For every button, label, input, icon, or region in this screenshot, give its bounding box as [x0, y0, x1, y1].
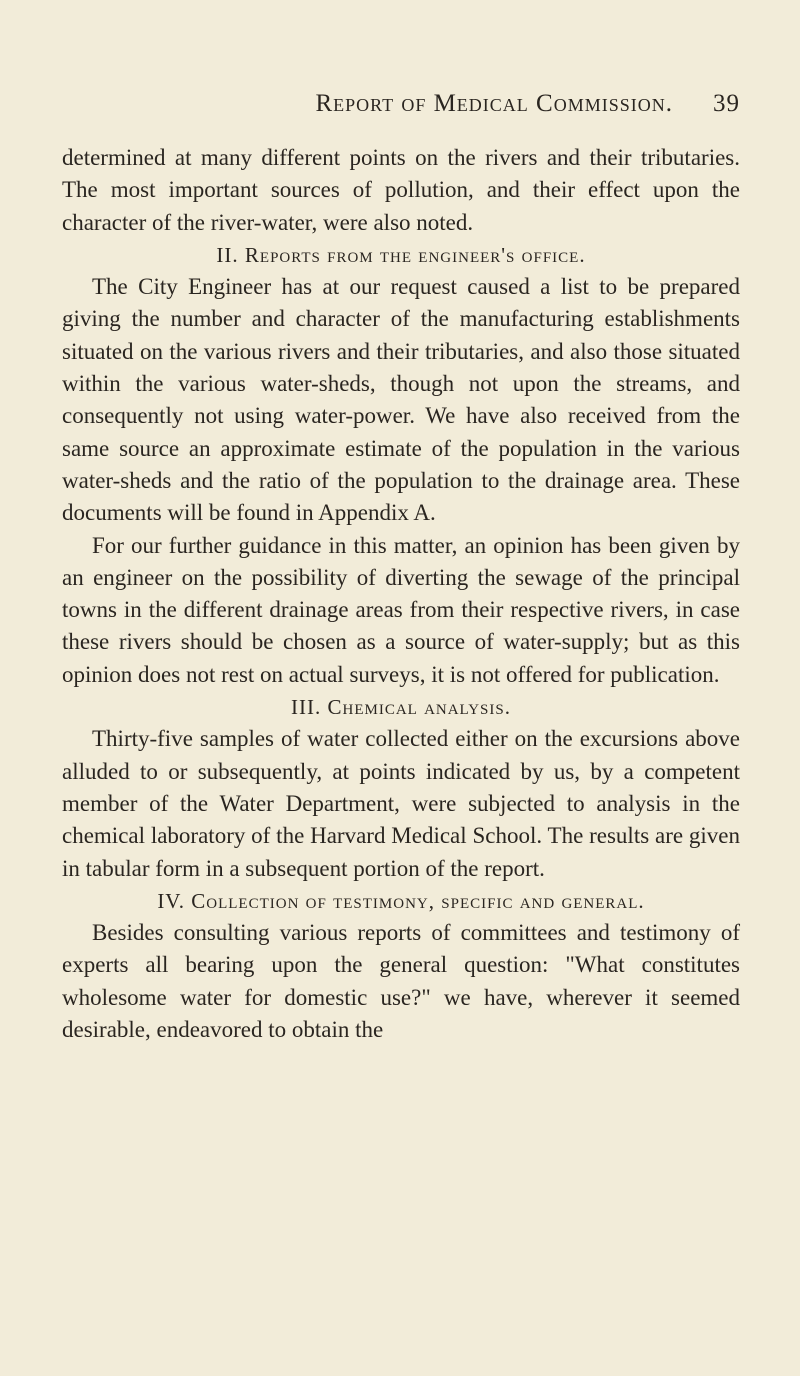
- paragraph-chemical-analysis: Thirty-five samples of water collected either on the excursions above alluded to or subsequently, at points indicated by us, by a competent member of the Water Department, were subjected to analysis in the chemical laboratory of the Harvard Medical School. The results are given in tabular form in a subsequent portion of the report.: [62, 726, 740, 881]
- paragraph-engineer-list: The City Engineer has at our request caused a list to be prepared giving the number and character of the manufacturing establishments situated on the various rivers and their tributaries, and also those situated within the various water-sheds, though not upon the streams, and consequently not using water-power. We have also received from the same source an approximate estimate of the population in the various water-sheds and the ratio of the population to the drainage area. These documents will be found in Appendix A.: [62, 274, 740, 526]
- paragraph-continuation: determined at many different points on the rivers and their tributaries. The most important sources of pollution, and their effect upon the character of the river-water, were also noted.: [62, 145, 740, 235]
- section-heading-3: III. Chemical analysis.: [291, 695, 511, 720]
- section-heading-4: IV. Collection of testimony, specific and general.: [157, 888, 645, 913]
- running-head-title: Report of Medical Commission.: [315, 90, 673, 117]
- page-number: 39: [713, 90, 740, 117]
- section-heading-2: II. Reports from the engineer's office.: [216, 242, 586, 267]
- paragraph-testimony: Besides consulting various reports of committees and testimony of experts all bearing upon the general question: "What constitutes wholesome water for domestic use?" we have, wherever it seemed desirable, endeavored to obtain the: [62, 920, 740, 1043]
- paragraph-sewage-opinion: For our further guidance in this matter, an opinion has been given by an engineer on the possibility of diverting the sewage of the principal towns in the different drainage areas from their respective rivers, in case these rivers should be chosen as a source of water-supply; but as this opinion does not rest on actual surveys, it is not offered for publication.: [62, 532, 740, 687]
- running-head: [0, 90, 740, 122]
- body-text: [62, 142, 740, 1046]
